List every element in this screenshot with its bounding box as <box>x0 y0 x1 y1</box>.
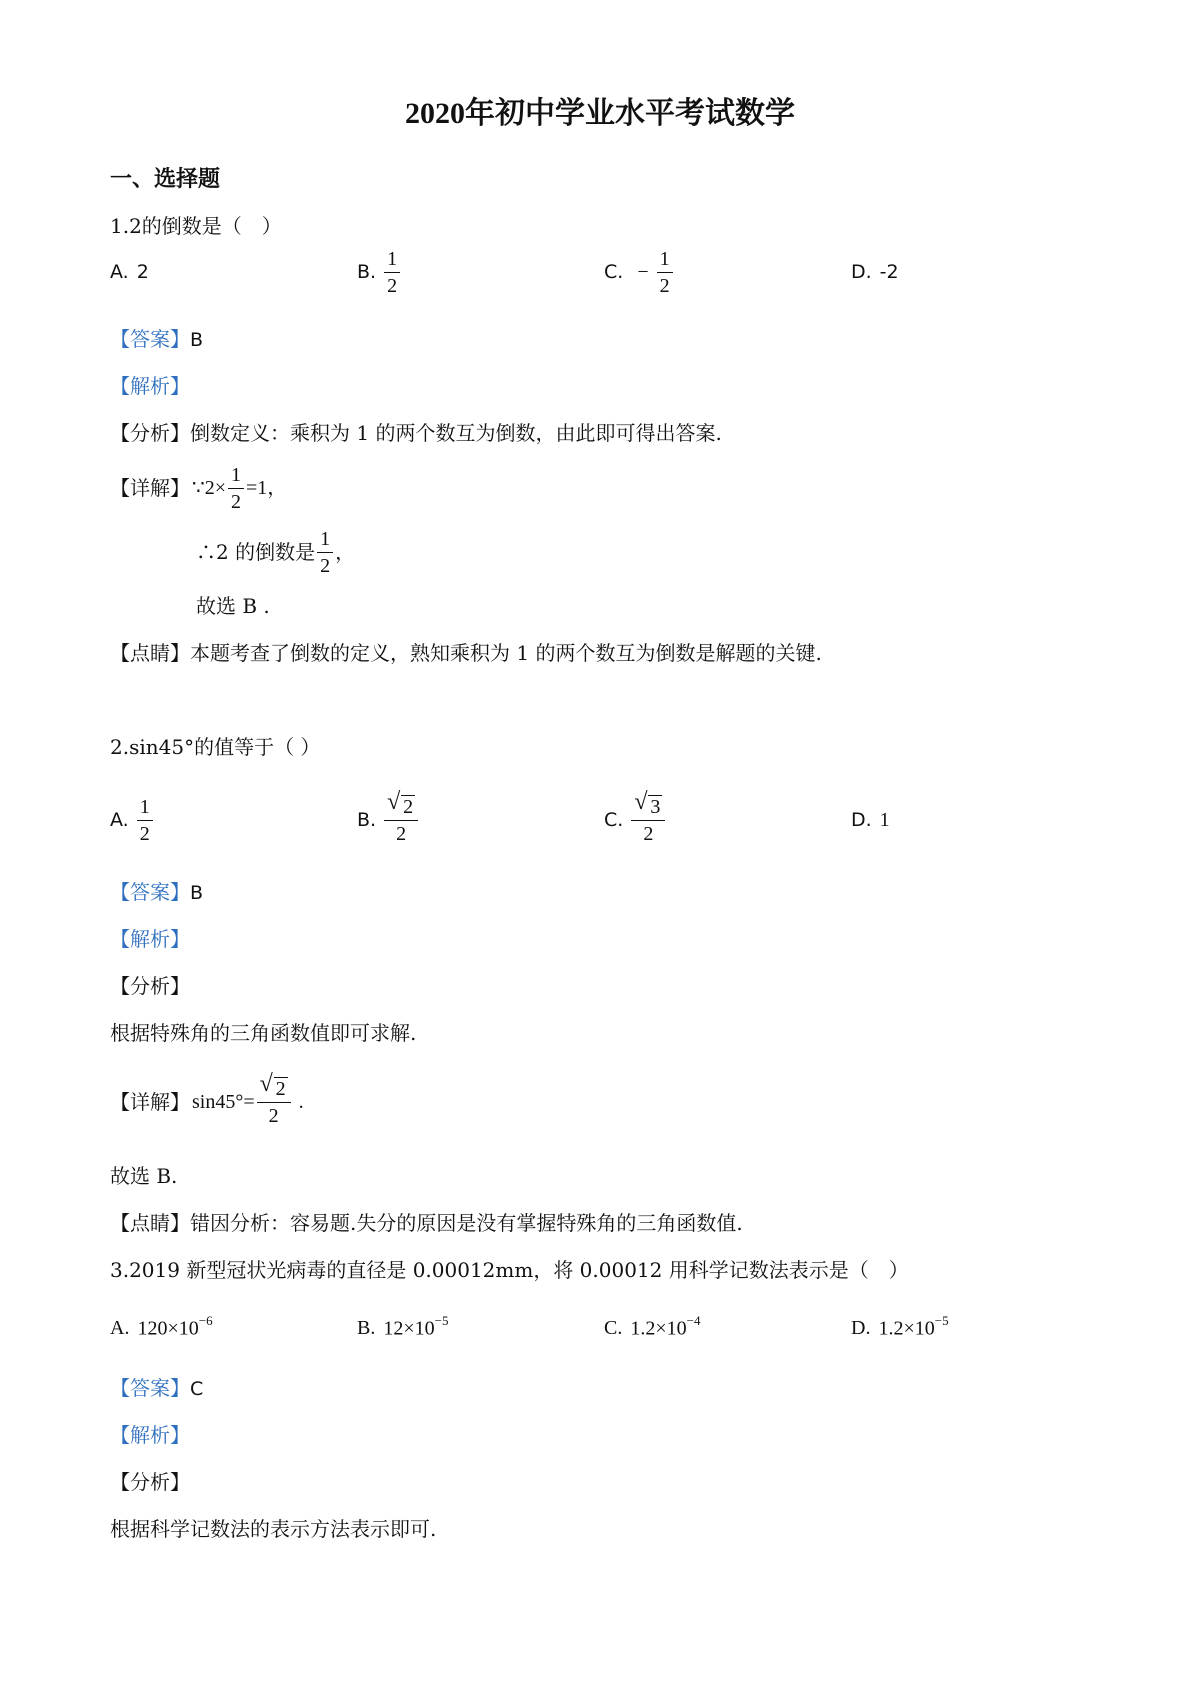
q2-option-a <box>110 790 153 850</box>
sci-base: 1.2×10 <box>878 1317 935 1340</box>
option-label: C. <box>604 1316 623 1339</box>
q1-xiangjie-line3: 故选 B . <box>196 594 270 618</box>
sci-base: 12×10 <box>383 1317 435 1340</box>
sqrt <box>634 789 662 818</box>
q1-dianjing <box>110 641 822 665</box>
q3-analysis-tag: 【解析】 <box>110 1423 190 1447</box>
fraction <box>384 248 400 297</box>
denominator: 2 <box>643 823 654 845</box>
option-label: B. <box>357 261 377 283</box>
denominator: 2 <box>268 1105 279 1127</box>
q2-xiangjie <box>110 1070 304 1134</box>
dianjing-tag: 【点睛】 <box>110 1211 190 1235</box>
q2-stem: 2.sin45°的值等于（ ） <box>110 735 321 759</box>
answer-value: C <box>190 1378 204 1400</box>
denominator: 2 <box>659 274 670 297</box>
answer-value: B <box>190 882 204 904</box>
section-heading: 一、选择题 <box>110 166 221 192</box>
option-label: A. <box>110 809 129 831</box>
numerator: 1 <box>317 528 333 553</box>
q1-analysis-tag: 【解析】 <box>110 374 190 398</box>
denominator: 2 <box>387 274 398 297</box>
q2-conclusion: 故选 B. <box>110 1164 178 1188</box>
sqrt-symbol: √ <box>259 1071 273 1097</box>
fenxi-text: 倒数定义：乘积为 1 的两个数互为倒数，由此即可得出答案. <box>190 421 722 445</box>
numerator: 1 <box>657 248 673 273</box>
q3-stem: 3.2019 新型冠状光病毒的直径是 0.00012mm，将 0.00012 用科学记数法表示是（ ） <box>110 1258 909 1282</box>
option-label: D. <box>851 261 872 283</box>
q3-answer <box>110 1376 203 1401</box>
numerator: 1 <box>384 248 400 273</box>
sqrt <box>387 789 415 818</box>
answer-tag: 【答案】 <box>110 327 190 351</box>
sci-notation <box>630 1315 700 1341</box>
denominator: 2 <box>396 823 407 845</box>
q1-answer <box>110 327 203 352</box>
sci-notation <box>878 1315 948 1341</box>
q2-analysis-tag: 【解析】 <box>110 927 190 951</box>
math-suffix: . <box>298 1091 304 1113</box>
sqrt-symbol: √ <box>387 789 401 815</box>
sci-notation <box>137 1315 212 1341</box>
math-prefix: ∴2 的倒数是 <box>196 540 316 564</box>
option-label: D. <box>851 1316 871 1339</box>
option-label: A. <box>110 1316 130 1339</box>
option-value: 2 <box>136 261 149 283</box>
denominator: 2 <box>320 554 331 577</box>
sqrt <box>259 1071 288 1100</box>
q2-fenxi-tag: 【分析】 <box>110 974 190 998</box>
dianjing-tag: 【点睛】 <box>110 641 190 665</box>
sci-exponent: −5 <box>934 1313 949 1329</box>
fraction <box>631 789 665 845</box>
q2-option-d <box>851 790 890 850</box>
xiangjie-tag: 【详解】 <box>110 476 190 500</box>
option-label: D. <box>851 809 872 831</box>
q3-option-b <box>357 1310 448 1346</box>
minus-sign: − <box>637 260 649 283</box>
q3-option-a <box>110 1310 213 1346</box>
math-suffix: ， <box>335 540 356 564</box>
fraction <box>228 464 244 513</box>
fraction <box>257 1071 291 1127</box>
denominator: 2 <box>231 490 242 513</box>
math-prefix: ∵2× <box>192 477 227 499</box>
math-suffix: =1， <box>246 477 288 499</box>
fraction <box>384 789 418 845</box>
radicand: 2 <box>403 796 414 818</box>
xiangjie-tag: 【详解】 <box>110 1090 190 1114</box>
q3-option-d <box>851 1310 949 1346</box>
q1-option-b <box>357 246 400 298</box>
q2-fenxi-body: 根据特殊角的三角函数值即可求解. <box>110 1021 417 1045</box>
q1-fenxi <box>110 421 722 445</box>
option-value: 1 <box>879 808 890 831</box>
q1-stem: 1.2的倒数是（ ） <box>110 214 282 238</box>
q3-fenxi-tag: 【分析】 <box>110 1470 190 1494</box>
radicand: 2 <box>275 1078 286 1100</box>
option-label: C. <box>604 809 624 831</box>
fraction <box>657 248 673 297</box>
dianjing-text: 错因分析：容易题.失分的原因是没有掌握特殊角的三角函数值. <box>190 1211 743 1235</box>
numerator: 1 <box>137 796 153 821</box>
q3-option-c <box>604 1310 700 1346</box>
dianjing-text: 本题考查了倒数的定义，熟知乘积为 1 的两个数互为倒数是解题的关键. <box>190 641 822 665</box>
q2-option-c <box>604 790 665 850</box>
radicand: 3 <box>650 796 661 818</box>
page-title: 2020年初中学业水平考试数学 <box>405 97 795 130</box>
sci-exponent: −6 <box>198 1313 213 1329</box>
q2-answer <box>110 880 203 905</box>
option-label: B. <box>357 809 377 831</box>
denominator: 2 <box>139 822 150 845</box>
option-label: B. <box>357 1316 376 1339</box>
option-label: C. <box>604 261 624 283</box>
numerator <box>384 789 418 821</box>
q1-option-c <box>604 246 673 298</box>
q2-option-b <box>357 790 418 850</box>
sqrt-symbol: √ <box>634 789 648 815</box>
sci-base: 120×10 <box>137 1317 199 1340</box>
numerator <box>257 1071 291 1103</box>
q3-fenxi-body: 根据科学记数法的表示方法表示即可. <box>110 1517 437 1541</box>
fraction <box>137 796 153 845</box>
numerator <box>631 789 665 821</box>
q2-dianjing <box>110 1211 743 1235</box>
q1-option-d <box>851 246 899 298</box>
fraction <box>317 528 333 577</box>
sci-exponent: −5 <box>434 1313 449 1329</box>
q1-xiangjie-line2 <box>196 526 355 578</box>
sci-notation <box>383 1315 448 1341</box>
q1-xiangjie-line1 <box>110 462 287 514</box>
option-value: -2 <box>879 261 899 283</box>
answer-tag: 【答案】 <box>110 1376 190 1400</box>
answer-value: B <box>190 329 204 351</box>
sci-exponent: −4 <box>686 1313 701 1329</box>
numerator: 1 <box>228 464 244 489</box>
math-prefix: sin45°= <box>192 1091 255 1113</box>
fenxi-tag: 【分析】 <box>110 421 190 445</box>
answer-tag: 【答案】 <box>110 880 190 904</box>
option-label: A. <box>110 261 129 283</box>
sci-base: 1.2×10 <box>630 1317 687 1340</box>
q1-option-a <box>110 246 149 298</box>
